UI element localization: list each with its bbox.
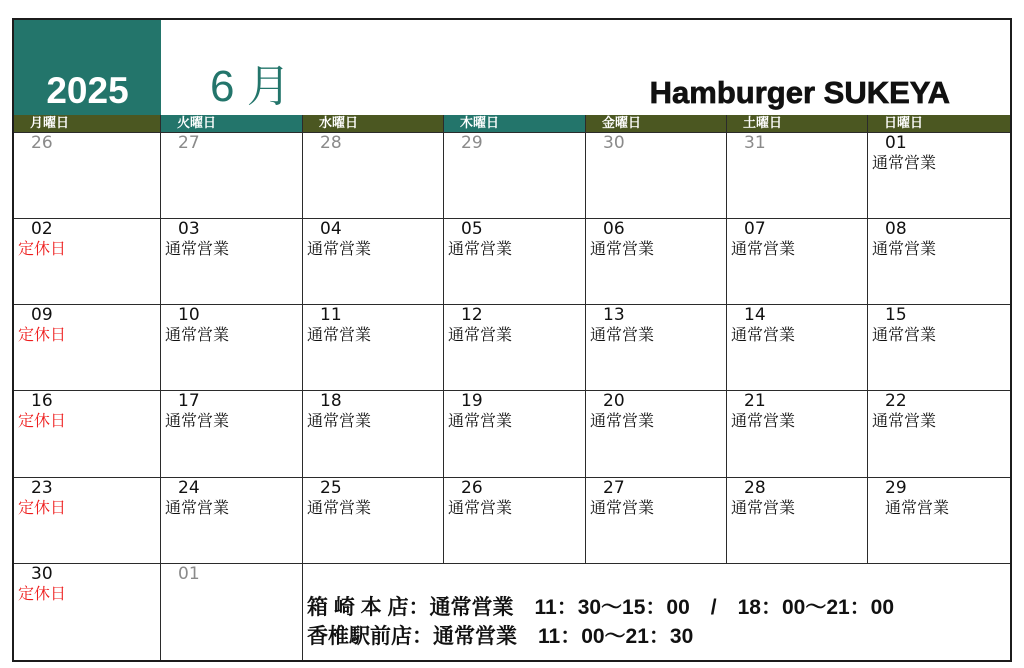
open-day-label: 通常営業 bbox=[731, 498, 796, 517]
day-number: 06 bbox=[603, 219, 625, 239]
closed-day-label: 定休日 bbox=[18, 325, 67, 344]
day-cell bbox=[868, 305, 1010, 390]
week-row bbox=[14, 477, 1010, 563]
day-number: 25 bbox=[320, 478, 342, 498]
day-cell bbox=[586, 133, 727, 218]
day-cell bbox=[161, 564, 303, 660]
day-number: 26 bbox=[461, 478, 483, 498]
open-day-label: 通常営業 bbox=[448, 411, 513, 430]
open-day-label: 通常営業 bbox=[448, 498, 513, 517]
week-row bbox=[14, 390, 1010, 477]
day-cell bbox=[868, 133, 1010, 218]
day-number: 29 bbox=[885, 478, 907, 498]
day-cell bbox=[727, 391, 868, 477]
day-cell bbox=[303, 219, 444, 304]
closed-day-label: 定休日 bbox=[18, 239, 67, 258]
open-day-label: 通常営業 bbox=[731, 239, 796, 258]
day-cell bbox=[161, 133, 303, 218]
weekday-header-sat: 土曜日 bbox=[727, 115, 868, 132]
closed-day-label: 定休日 bbox=[18, 411, 67, 430]
calendar-title-bar bbox=[14, 20, 1010, 115]
day-number: 22 bbox=[885, 391, 907, 411]
closed-day-label: 定休日 bbox=[18, 498, 67, 517]
day-cell bbox=[444, 219, 586, 304]
open-day-label: 通常営業 bbox=[872, 325, 937, 344]
kashii-ekimae-store-hours: 香椎駅前店：通常営業 11：00〜21：30 bbox=[307, 625, 694, 648]
day-number: 21 bbox=[744, 391, 766, 411]
day-cell bbox=[727, 305, 868, 390]
day-number: 03 bbox=[178, 219, 200, 239]
day-number: 05 bbox=[461, 219, 483, 239]
weekday-header-row bbox=[14, 115, 1010, 132]
day-number: 20 bbox=[603, 391, 625, 411]
closed-day-label: 定休日 bbox=[18, 584, 67, 603]
week-row bbox=[14, 304, 1010, 390]
day-cell bbox=[14, 305, 161, 390]
week-row bbox=[14, 218, 1010, 304]
weekday-header-tue: 火曜日 bbox=[161, 115, 303, 132]
open-day-label: 通常営業 bbox=[448, 239, 513, 258]
day-number: 17 bbox=[178, 391, 200, 411]
day-cell bbox=[727, 133, 868, 218]
open-day-label: 通常営業 bbox=[590, 411, 655, 430]
weekday-header-fri: 金曜日 bbox=[586, 115, 727, 132]
day-number: 11 bbox=[320, 305, 342, 325]
day-number: 28 bbox=[744, 478, 766, 498]
open-day-label: 通常営業 bbox=[731, 411, 796, 430]
day-cell bbox=[868, 478, 1010, 563]
weekday-header-wed: 水曜日 bbox=[303, 115, 444, 132]
open-day-label: 通常営業 bbox=[165, 498, 230, 517]
open-day-label: 通常営業 bbox=[590, 325, 655, 344]
month-label: 6 月 bbox=[210, 62, 291, 111]
day-cell bbox=[161, 305, 303, 390]
day-cell bbox=[868, 219, 1010, 304]
calendar-sheet bbox=[12, 18, 1012, 662]
day-number: 15 bbox=[885, 305, 907, 325]
business-hours bbox=[303, 564, 1010, 660]
day-number: 12 bbox=[461, 305, 483, 325]
day-cell bbox=[444, 391, 586, 477]
hakozaki-main-store-hours: 箱 崎 本 店：通常営業 11：30〜15：00 / 18：00〜21：00 bbox=[307, 596, 895, 619]
day-number: 28 bbox=[320, 133, 342, 153]
day-cell bbox=[444, 133, 586, 218]
day-cell bbox=[14, 478, 161, 563]
day-number: 04 bbox=[320, 219, 342, 239]
day-cell bbox=[586, 219, 727, 304]
day-number: 30 bbox=[603, 133, 625, 153]
day-cell bbox=[444, 305, 586, 390]
day-cell bbox=[586, 478, 727, 563]
year-label: 2025 bbox=[46, 70, 129, 111]
day-number: 18 bbox=[320, 391, 342, 411]
day-cell bbox=[14, 564, 161, 660]
day-cell bbox=[586, 305, 727, 390]
day-number: 08 bbox=[885, 219, 907, 239]
day-number: 31 bbox=[744, 133, 766, 153]
day-cell bbox=[868, 391, 1010, 477]
open-day-label: 通常営業 bbox=[872, 239, 937, 258]
day-number: 01 bbox=[178, 564, 200, 584]
open-day-label: 通常営業 bbox=[731, 325, 796, 344]
day-cell bbox=[14, 219, 161, 304]
weekday-header-mon: 月曜日 bbox=[14, 115, 161, 132]
open-day-label: 通常営業 bbox=[885, 498, 950, 517]
open-day-label: 通常営業 bbox=[448, 325, 513, 344]
day-number: 23 bbox=[31, 478, 53, 498]
open-day-label: 通常営業 bbox=[165, 239, 230, 258]
year-badge bbox=[14, 20, 161, 115]
day-cell bbox=[586, 391, 727, 477]
day-number: 14 bbox=[744, 305, 766, 325]
day-cell bbox=[303, 478, 444, 563]
day-number: 27 bbox=[178, 133, 200, 153]
day-number: 01 bbox=[885, 133, 907, 153]
day-cell bbox=[444, 478, 586, 563]
open-day-label: 通常営業 bbox=[590, 239, 655, 258]
day-number: 30 bbox=[31, 564, 53, 584]
day-number: 29 bbox=[461, 133, 483, 153]
open-day-label: 通常営業 bbox=[165, 325, 230, 344]
open-day-label: 通常営業 bbox=[307, 498, 372, 517]
shop-name: Hamburger SUKEYA bbox=[649, 75, 950, 110]
day-cell bbox=[727, 478, 868, 563]
open-day-label: 通常営業 bbox=[590, 498, 655, 517]
day-number: 13 bbox=[603, 305, 625, 325]
open-day-label: 通常営業 bbox=[307, 325, 372, 344]
weekday-header-thu: 木曜日 bbox=[444, 115, 586, 132]
day-cell bbox=[303, 133, 444, 218]
week-row bbox=[14, 132, 1010, 218]
day-cell bbox=[161, 478, 303, 563]
day-number: 07 bbox=[744, 219, 766, 239]
day-cell bbox=[14, 391, 161, 477]
day-number: 16 bbox=[31, 391, 53, 411]
open-day-label: 通常営業 bbox=[165, 411, 230, 430]
day-number: 09 bbox=[31, 305, 53, 325]
open-day-label: 通常営業 bbox=[307, 411, 372, 430]
weekday-header-sun: 日曜日 bbox=[868, 115, 1010, 132]
open-day-label: 通常営業 bbox=[872, 153, 937, 172]
day-number: 19 bbox=[461, 391, 483, 411]
day-number: 24 bbox=[178, 478, 200, 498]
day-number: 26 bbox=[31, 133, 53, 153]
day-number: 02 bbox=[31, 219, 53, 239]
day-cell bbox=[14, 133, 161, 218]
day-cell bbox=[303, 391, 444, 477]
day-cell bbox=[161, 391, 303, 477]
day-cell bbox=[303, 305, 444, 390]
calendar-body bbox=[14, 132, 1010, 660]
open-day-label: 通常営業 bbox=[872, 411, 937, 430]
day-cell bbox=[161, 219, 303, 304]
week-row bbox=[14, 563, 1010, 660]
day-number: 27 bbox=[603, 478, 625, 498]
day-cell bbox=[727, 219, 868, 304]
open-day-label: 通常営業 bbox=[307, 239, 372, 258]
day-number: 10 bbox=[178, 305, 200, 325]
